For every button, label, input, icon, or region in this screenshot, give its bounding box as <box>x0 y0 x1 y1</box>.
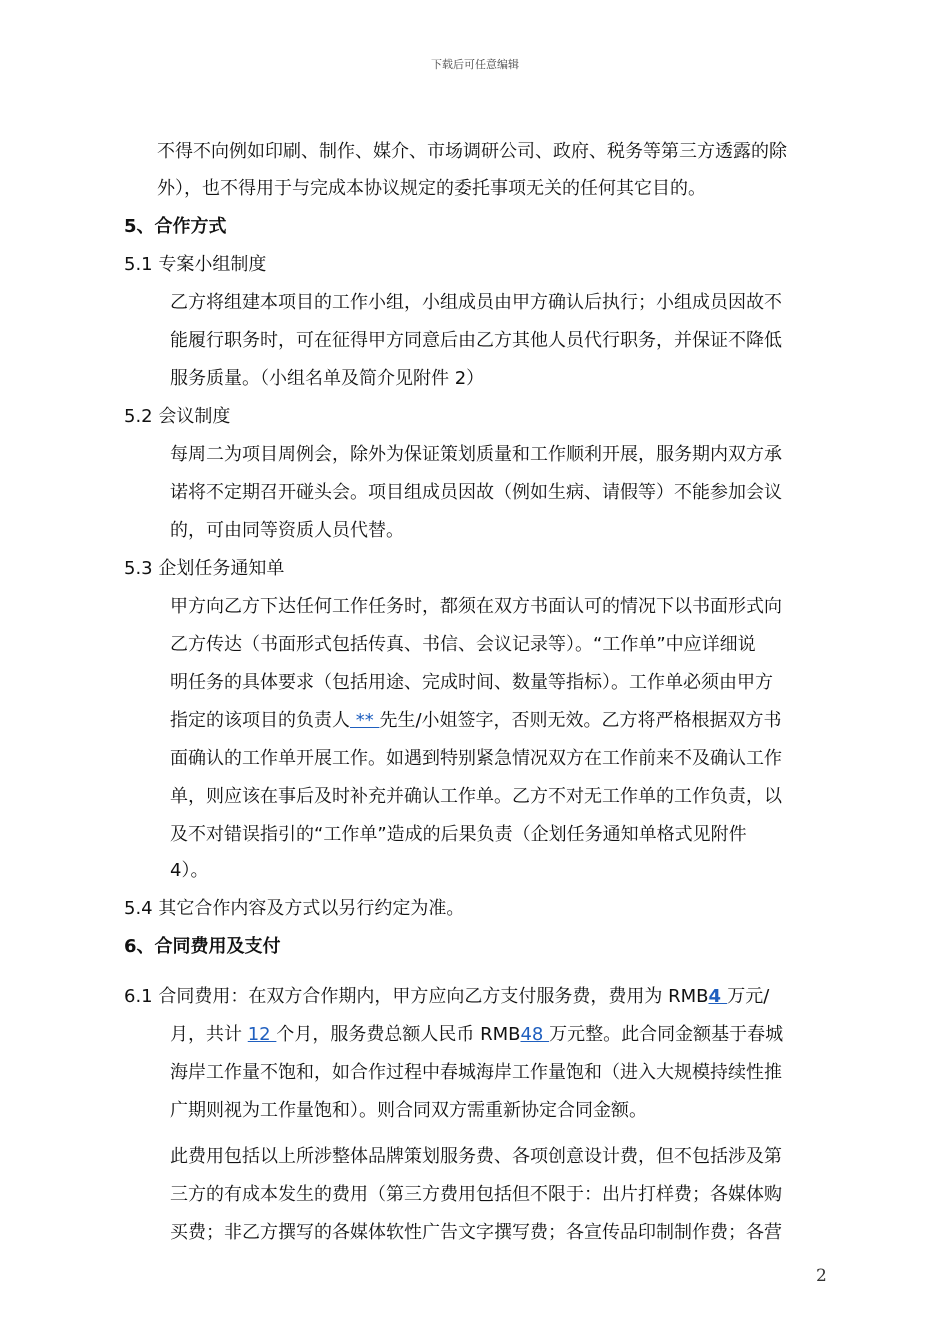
monthly-fee-link[interactable]: 4 <box>708 986 728 1007</box>
text-line: 三方的有成本发生的费用（第三方费用包括但不限于：出片打样费；各媒体购 <box>170 1184 782 1205</box>
text-line: 单，则应该在事后及时补充并确认工作单。乙方不对无工作单的工作负责，以 <box>170 786 782 807</box>
total-fee-link[interactable]: 48 <box>520 1024 550 1045</box>
text-line: 服务质量。（小组名单及简介见附件 2） <box>170 368 485 389</box>
subsection-heading-5-3: 5.3 企划任务通知单 <box>124 558 285 579</box>
text-line: 广期则视为工作量饱和）。则合同双方需重新协定合同金额。 <box>170 1100 647 1121</box>
section-heading-6: 6、合同费用及支付 <box>124 936 281 957</box>
text-line <box>170 708 782 734</box>
text-line: 面确认的工作单开展工作。如遇到特别紧急情况双方在工作前来不及确认工作 <box>170 748 782 769</box>
text-line: 每周二为项目周例会，除外为保证策划质量和工作顺利开展，服务期内双方承 <box>170 444 782 465</box>
page-number: 2 <box>816 1266 827 1286</box>
signatory-placeholder-link[interactable]: ** <box>350 710 380 731</box>
page-header: 下载后可任意编辑 <box>431 58 519 71</box>
subsection-heading-5-1: 5.1 专案小组制度 <box>124 254 267 275</box>
text-segment: 先生/小姐签字，否则无效。乙方将严格根据双方书 <box>379 710 782 731</box>
text-line: 不得不向例如印刷、制作、媒介、市场调研公司、政府、税务等第三方透露的除 <box>157 141 787 162</box>
text-line: 此费用包括以上所涉整体品牌策划服务费、各项创意设计费，但不包括涉及第 <box>170 1146 782 1167</box>
text-line: 诺将不定期召开碰头会。项目组成员因故（例如生病、请假等）不能参加会议 <box>170 482 782 503</box>
text-line: 能履行职务时，可在征得甲方同意后由乙方其他人员代行职务，并保证不降低 <box>170 330 782 351</box>
text-line: 乙方将组建本项目的工作小组，小组成员由甲方确认后执行；小组成员因故不 <box>170 292 782 313</box>
text-line <box>124 984 769 1010</box>
subsection-heading-5-2: 5.2 会议制度 <box>124 406 231 427</box>
text-line: 买费；非乙方撰写的各媒体软性广告文字撰写费；各宣传品印制制作费；各营 <box>170 1222 782 1243</box>
text-segment: 个月，服务费总额人民币 RMB <box>276 1024 521 1045</box>
text-line: 外），也不得用于与完成本协议规定的委托事项无关的任何其它目的。 <box>157 178 706 199</box>
text-line: 及不对错误指引的“工作单”造成的后果负责（企划任务通知单格式见附件 <box>170 824 747 845</box>
text-segment: 万元/ <box>727 986 770 1007</box>
text-line: 明任务的具体要求（包括用途、完成时间、数量等指标）。工作单必须由甲方 <box>170 672 773 693</box>
text-segment: 指定的该项目的负责人 <box>170 710 350 731</box>
text-line <box>170 1022 783 1048</box>
text-segment: 万元整。此合同金额基于春城 <box>549 1024 784 1045</box>
text-line: 乙方传达（书面形式包括传真、书信、会议记录等）。“工作单”中应详细说 <box>170 634 756 655</box>
subsection-heading-5-4: 5.4 其它合作内容及方式以另行约定为准。 <box>124 898 465 919</box>
text-line: 4）。 <box>170 860 209 881</box>
text-line: 海岸工作量不饱和，如合作过程中春城海岸工作量饱和（进入大规模持续性推 <box>170 1062 782 1083</box>
text-line: 的，可由同等资质人员代替。 <box>170 520 404 541</box>
months-count-link[interactable]: 12 <box>247 1024 277 1045</box>
text-segment: 月，共计 <box>170 1024 248 1045</box>
section-heading-5: 5、合作方式 <box>124 216 227 237</box>
text-line: 甲方向乙方下达任何工作任务时，都须在双方书面认可的情况下以书面形式向 <box>170 596 782 617</box>
text-segment: 6.1 合同费用：在双方合作期内，甲方应向乙方支付服务费，费用为 RMB <box>124 986 709 1007</box>
